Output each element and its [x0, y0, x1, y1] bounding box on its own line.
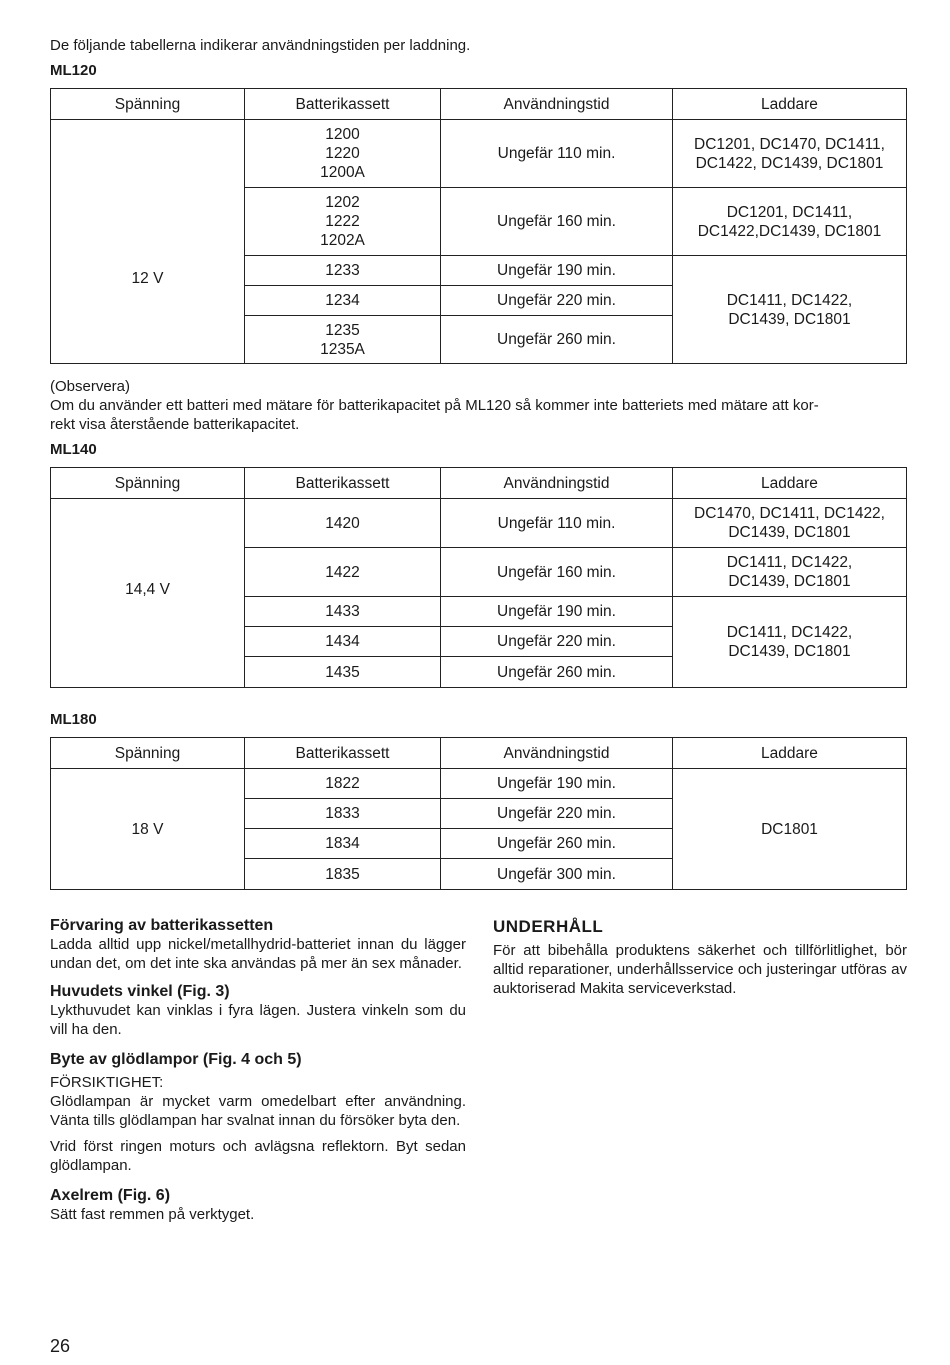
time-cell: Ungefär 190 min.	[441, 769, 673, 799]
battery-cell: 1834	[245, 829, 441, 859]
header-time: Användningstid	[441, 738, 673, 769]
table-header-row	[51, 89, 907, 120]
time-cell: Ungefär 190 min.	[441, 597, 673, 627]
header-battery: Batterikassett	[245, 468, 441, 499]
battery-model: 1220	[325, 145, 360, 162]
page-number: 26	[50, 1336, 71, 1356]
time-cell: Ungefär 220 min.	[441, 286, 673, 316]
time-cell: Ungefär 260 min.	[441, 657, 673, 688]
charger-line: DC1411, DC1422,	[726, 291, 853, 309]
battery-cell: 1420	[245, 499, 441, 548]
table-header-row	[51, 468, 907, 499]
battery-model: 1235A	[320, 340, 365, 358]
battery-cell: 1433	[245, 597, 441, 627]
time-cell: Ungefär 300 min.	[441, 859, 673, 890]
header-time: Användningstid	[441, 89, 673, 120]
note-line-1: Om du använder ett batteri med mätare för batterikapacitet på ML120 så kommer inte batteriets med mätare att kor-	[50, 397, 819, 414]
battery-cell: 1434	[245, 627, 441, 657]
charger-line: DC1439, DC1801	[728, 310, 851, 328]
note-line-2: rekt visa återstående batterikapacitet.	[50, 416, 300, 433]
time-cell: Ungefär 220 min.	[441, 799, 673, 829]
strap-text: Sätt fast remmen på verktyget.	[50, 1206, 255, 1223]
charger-cell	[673, 120, 907, 188]
bulb-text-1: Glödlampan är mycket varm omedelbart efter användning. Vänta tills glödlampan har svalnat innan du försöker byta den.	[50, 1093, 466, 1129]
battery-model: 1202A	[320, 232, 365, 249]
header-battery: Batterikassett	[245, 738, 441, 769]
battery-cell: 1835	[245, 859, 441, 890]
header-voltage: Spänning	[51, 89, 245, 120]
table-row	[51, 120, 907, 188]
left-column	[50, 917, 466, 1224]
table-header-row	[51, 738, 907, 769]
caution-label: FÖRSIKTIGHET:	[50, 1074, 164, 1091]
time-cell: Ungefär 190 min.	[441, 256, 673, 286]
battery-model: 1202	[325, 194, 360, 211]
battery-model: 1222	[325, 213, 360, 230]
time-cell: Ungefär 220 min.	[441, 627, 673, 657]
battery-model: 1235	[325, 321, 360, 339]
angle-text: Lykthuvudet kan vinklas i fyra lägen. Justera vinkeln som du vill ha den.	[50, 1002, 466, 1038]
battery-cell	[245, 316, 441, 364]
ml120-table	[50, 88, 907, 364]
voltage-cell: 12 V	[51, 120, 245, 364]
maintenance-heading: UNDERHÅLL	[493, 917, 604, 936]
battery-cell	[245, 188, 441, 256]
charger-cell	[673, 548, 907, 597]
ml180-table	[50, 737, 907, 890]
charger-line: DC1470, DC1411, DC1422,	[694, 505, 885, 522]
maintenance-text: För att bibehålla produktens säkerhet och tillförlitlighet, bör alltid reparationer, underhållsservice och justeringar utföras av auktoriserad Makita serviceverkstad.	[493, 942, 907, 997]
battery-model: 1200	[325, 126, 360, 143]
storage-heading: Förvaring av batterikassetten	[50, 917, 274, 934]
time-cell: Ungefär 260 min.	[441, 316, 673, 364]
table-row	[51, 769, 907, 799]
charger-cell	[673, 188, 907, 256]
bulb-heading: Byte av glödlampor (Fig. 4 och 5)	[50, 1051, 302, 1068]
header-charger: Laddare	[673, 738, 907, 769]
charger-line: DC1411, DC1422,	[726, 624, 853, 641]
charger-cell	[673, 499, 907, 548]
time-cell: Ungefär 160 min.	[441, 188, 673, 256]
battery-cell: 1233	[245, 256, 441, 286]
battery-model: 1200A	[320, 164, 365, 181]
battery-cell: 1234	[245, 286, 441, 316]
charger-cell	[673, 597, 907, 688]
time-cell: Ungefär 110 min.	[441, 499, 673, 548]
right-column	[493, 917, 907, 998]
ml180-title: ML180	[50, 711, 97, 728]
battery-cell: 1822	[245, 769, 441, 799]
header-charger: Laddare	[673, 468, 907, 499]
strap-heading: Axelrem (Fig. 6)	[50, 1187, 171, 1204]
storage-text: Ladda alltid upp nickel/metallhydrid-batteriet innan du lägger undan det, om det inte ska användas på mer än sex månader.	[50, 936, 466, 972]
ml140-table	[50, 467, 907, 688]
charger-line: DC1411, DC1422,	[726, 554, 853, 571]
charger-line: DC1201, DC1411,	[726, 203, 853, 221]
charger-line: DC1439, DC1801	[728, 643, 851, 660]
charger-line: DC1422,DC1439, DC1801	[697, 222, 882, 240]
header-time: Användningstid	[441, 468, 673, 499]
header-voltage: Spänning	[51, 738, 245, 769]
header-battery: Batterikassett	[245, 89, 441, 120]
charger-line: DC1439, DC1801	[728, 524, 851, 541]
voltage-cell: 18 V	[51, 769, 245, 890]
battery-cell: 1833	[245, 799, 441, 829]
header-voltage: Spänning	[51, 468, 245, 499]
time-cell: Ungefär 160 min.	[441, 548, 673, 597]
charger-line: DC1422, DC1439, DC1801	[695, 154, 884, 172]
table-row	[51, 499, 907, 548]
battery-cell	[245, 120, 441, 188]
note-label: (Observera)	[50, 378, 131, 395]
angle-heading: Huvudets vinkel (Fig. 3)	[50, 983, 230, 1000]
intro-text: De följande tabellerna indikerar användningstiden per laddning.	[50, 37, 471, 54]
time-cell: Ungefär 260 min.	[441, 829, 673, 859]
charger-line: DC1201, DC1470, DC1411,	[694, 135, 885, 153]
ml120-title: ML120	[50, 62, 97, 79]
charger-line: DC1439, DC1801	[728, 573, 851, 590]
bulb-text-2: Vrid först ringen moturs och avlägsna reflektorn. Byt sedan glödlampan.	[50, 1138, 466, 1174]
charger-cell	[673, 256, 907, 364]
battery-cell: 1435	[245, 657, 441, 688]
header-charger: Laddare	[673, 89, 907, 120]
charger-cell: DC1801	[673, 769, 907, 890]
ml140-title: ML140	[50, 441, 97, 458]
time-cell: Ungefär 110 min.	[441, 120, 673, 188]
battery-cell: 1422	[245, 548, 441, 597]
voltage-cell: 14,4 V	[51, 499, 245, 688]
